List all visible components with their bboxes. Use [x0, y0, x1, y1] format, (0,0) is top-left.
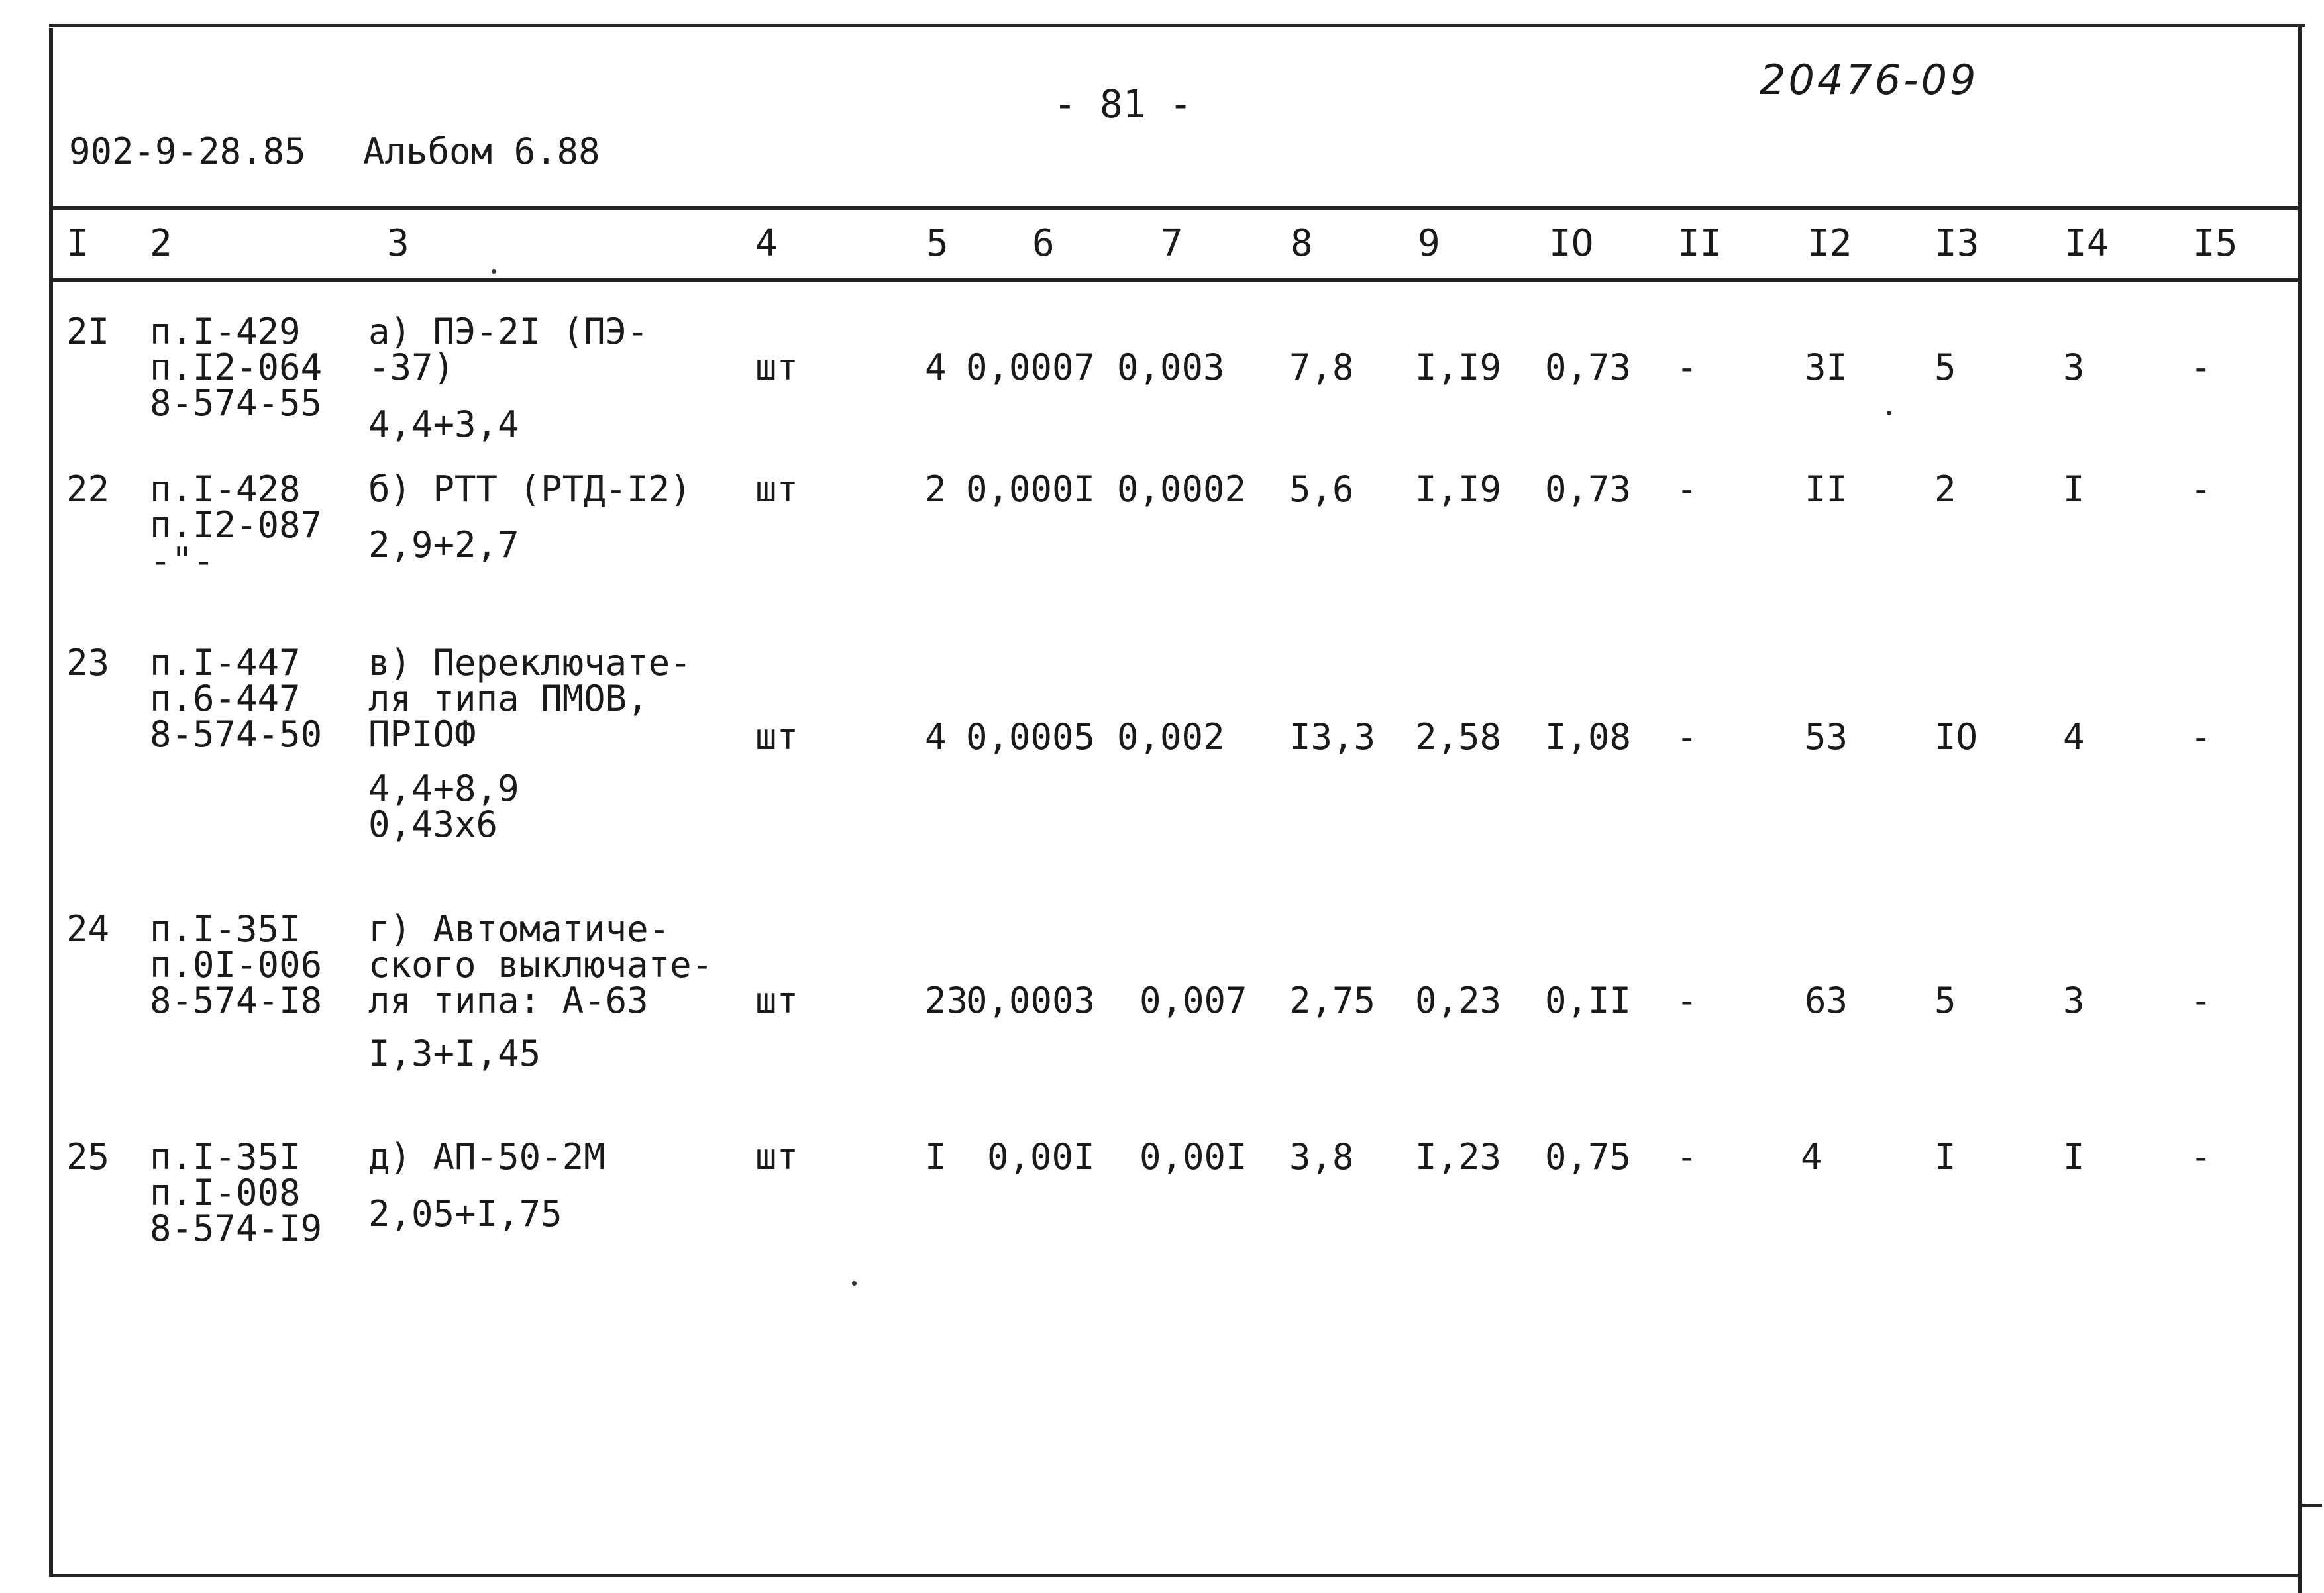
row-refs: п.I-447 п.6-447 8-574-50 [150, 642, 323, 755]
col-header-1: I [66, 222, 89, 265]
row-col11: - [1676, 716, 1698, 758]
row-dims: 4,4+3,4 [368, 403, 519, 445]
row-name: а) ПЭ-2I (ПЭ- -37) [368, 311, 649, 388]
frame-top-line [49, 24, 2305, 27]
row-col10: 0,75 [1545, 1136, 1632, 1178]
row-col6: 0,000I [966, 468, 1096, 510]
frame-bottom-line [49, 1574, 2301, 1577]
col-header-15: I5 [2193, 222, 2238, 265]
row-col12: II [1805, 468, 1848, 510]
row-name: д) АП-50-2М [368, 1136, 606, 1178]
col-header-7: 7 [1161, 222, 1183, 265]
row-col8: 3,8 [1289, 1136, 1354, 1178]
doc-code: 902-9-28.85 [69, 130, 306, 172]
row-col12: 3I [1805, 346, 1848, 388]
row-refs: п.I-428 п.I2-087 -"- [150, 468, 323, 582]
row-col10: 0,73 [1545, 468, 1632, 510]
row-col11: - [1676, 346, 1698, 388]
frame-right-line [2298, 24, 2302, 1593]
row-col13: IO [1934, 716, 1978, 758]
col-header-8: 8 [1291, 222, 1313, 265]
col-header-9: 9 [1418, 222, 1440, 265]
col-header-11: II [1677, 222, 1722, 265]
row-col14: 3 [2063, 346, 2085, 388]
header-bottom-rule [53, 278, 2299, 282]
row-refs: п.I-35I п.0I-006 8-574-I8 [150, 908, 323, 1021]
page-number: - 81 - [1053, 81, 1192, 127]
col-header-10: IO [1549, 222, 1594, 265]
col-header-5: 5 [926, 222, 949, 265]
row-col12: 63 [1805, 980, 1848, 1021]
row-col7: 0,00I [1139, 1136, 1247, 1178]
row-col15: - [2190, 980, 2212, 1021]
ink-speck [852, 1281, 857, 1286]
row-unit: шт [755, 980, 799, 1021]
row-col15: - [2190, 346, 2212, 388]
row-col7: 0,007 [1139, 980, 1247, 1021]
row-unit: шт [755, 346, 799, 388]
row-number: 22 [66, 468, 110, 510]
row-col5: 2 [925, 468, 947, 510]
row-dims: 4,4+8,9 0,43х6 [368, 768, 519, 845]
row-col8: I3,3 [1289, 716, 1376, 758]
frame-left-line [49, 28, 53, 1574]
row-unit: шт [755, 716, 799, 758]
row-col15: - [2190, 1136, 2212, 1178]
row-col11: - [1676, 468, 1698, 510]
row-unit: шт [755, 468, 799, 510]
row-col15: - [2190, 468, 2212, 510]
row-name: в) Переключате- ля типа ПМОВ, ПРIОФ [368, 642, 692, 755]
row-col13: 5 [1934, 980, 1956, 1021]
row-col13: 5 [1934, 346, 1956, 388]
row-col11: - [1676, 980, 1698, 1021]
row-number: 24 [66, 908, 110, 950]
row-col5: 4 [925, 716, 947, 758]
row-col9: 2,58 [1415, 716, 1502, 758]
row-col6: 0,0007 [966, 346, 1096, 388]
row-refs: п.I-429 п.I2-064 8-574-55 [150, 311, 323, 424]
row-col8: 2,75 [1289, 980, 1376, 1021]
row-col9: I,I9 [1415, 468, 1502, 510]
row-refs: п.I-35I п.I-008 8-574-I9 [150, 1136, 323, 1249]
col-header-4: 4 [755, 222, 778, 265]
row-col8: 5,6 [1289, 468, 1354, 510]
row-col15: - [2190, 716, 2212, 758]
row-number: 2I [66, 311, 110, 352]
row-col9: I,23 [1415, 1136, 1502, 1178]
row-unit: шт [755, 1136, 799, 1178]
row-col10: 0,73 [1545, 346, 1632, 388]
row-dims: I,3+I,45 [368, 1033, 541, 1074]
row-col7: 0,0002 [1117, 468, 1247, 510]
col-header-14: I4 [2064, 222, 2109, 265]
row-dims: 2,05+I,75 [368, 1193, 562, 1235]
row-col6: 0,00I [987, 1136, 1095, 1178]
row-number: 23 [66, 642, 110, 684]
row-col7: 0,003 [1117, 346, 1225, 388]
header-top-rule [53, 206, 2299, 210]
row-name: г) Автоматиче- ского выключате- ля типа: А-63 [368, 908, 713, 1021]
row-col14: I [2063, 1136, 2085, 1178]
row-col6: 0,0003 [966, 980, 1096, 1021]
row-col9: I,I9 [1415, 346, 1502, 388]
row-col6: 0,0005 [966, 716, 1096, 758]
col-header-2: 2 [150, 222, 172, 265]
row-col7: 0,002 [1117, 716, 1225, 758]
row-col13: I [1934, 1136, 1956, 1178]
frame-right-tick [2302, 1504, 2322, 1507]
col-header-13: I3 [1934, 222, 1980, 265]
row-col10: 0,II [1545, 980, 1632, 1021]
sheet-code: 20476-09 [1760, 56, 1979, 104]
album-label: Альбом 6.88 [363, 130, 600, 172]
row-name: б) РТТ (РТД-I2) [368, 468, 692, 510]
row-col8: 7,8 [1289, 346, 1354, 388]
col-header-12: I2 [1807, 222, 1852, 265]
col-header-6: 6 [1032, 222, 1055, 265]
row-col13: 2 [1934, 468, 1956, 510]
row-col12: 4 [1801, 1136, 1822, 1178]
ink-speck [492, 269, 496, 274]
row-col14: 4 [2063, 716, 2085, 758]
row-col5: 4 [925, 346, 947, 388]
col-header-3: 3 [387, 222, 409, 265]
row-number: 25 [66, 1136, 110, 1178]
row-col11: - [1676, 1136, 1698, 1178]
row-col10: I,08 [1545, 716, 1632, 758]
row-col14: 3 [2063, 980, 2085, 1021]
row-col9: 0,23 [1415, 980, 1502, 1021]
row-col5: I [925, 1136, 947, 1178]
row-col12: 53 [1805, 716, 1848, 758]
row-dims: 2,9+2,7 [368, 524, 519, 566]
row-col14: I [2063, 468, 2085, 510]
ink-speck [1887, 411, 1891, 415]
row-col5: 23 [925, 980, 969, 1021]
